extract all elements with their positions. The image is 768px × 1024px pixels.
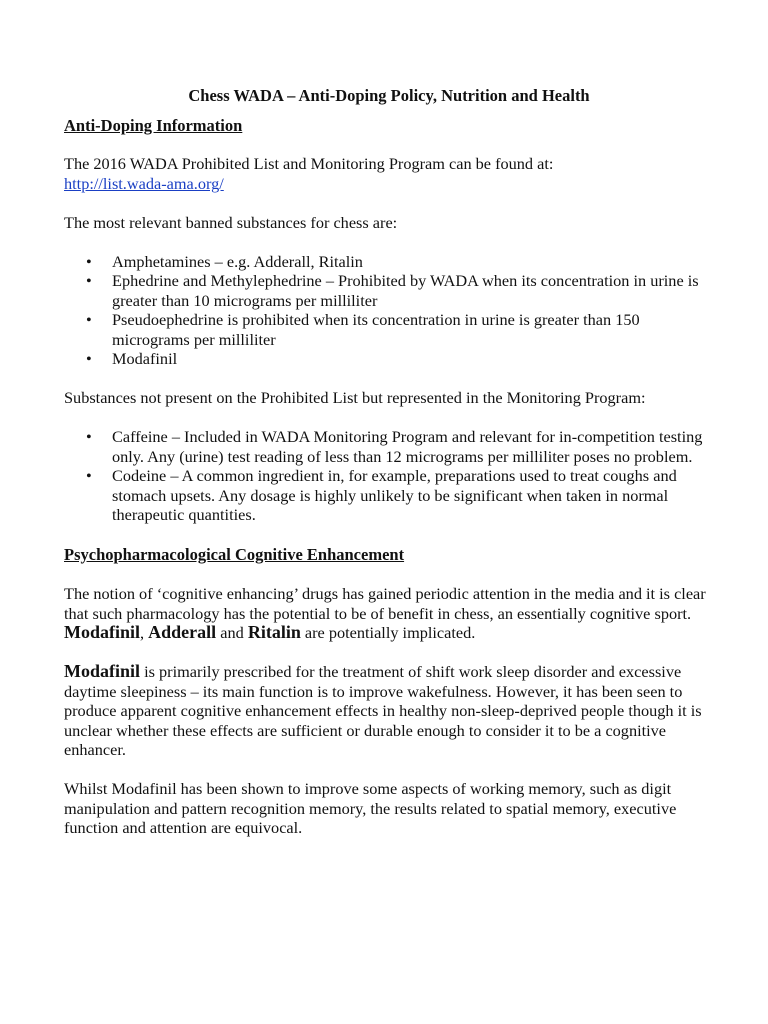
bullet-icon: • [86, 466, 92, 485]
cognitive-drugs-paragraph [64, 584, 714, 643]
list-item-text: Ephedrine and Methylephedrine – Prohibited by WADA when its concentration in urine is greater than 10 micrograms per milliliter [112, 271, 699, 310]
list-item-text: Pseudoephedrine is prohibited when its concentration in urine is greater than 150 micrograms per milliliter [112, 310, 640, 349]
list-item [86, 349, 714, 369]
monitoring-program-intro: Substances not present on the Prohibited List but represented in the Monitoring Program: [64, 388, 646, 407]
section-heading-anti-doping: Anti-Doping Information [64, 115, 243, 135]
section-heading-cognitive-enhancement: Psychopharmacological Cognitive Enhancement [64, 544, 405, 564]
paragraph-text: is primarily prescribed for the treatment of shift work sleep disorder and excessive daytime sleepiness – its main function is to improve wakefulness. However, it has been seen to produce apparent cognitive enhancement effects in healthy non-sleep-deprived people though it is unclear whether these effects are sufficient or durable enough to consider it to be a cognitive enhancer. [64, 662, 702, 759]
wada-list-paragraph [64, 154, 714, 193]
list-item-text: Modafinil [112, 349, 178, 368]
paragraph-text: and [216, 623, 248, 642]
bullet-icon: • [86, 349, 92, 368]
list-item [86, 251, 714, 272]
banned-substances-intro: The most relevant banned substances for chess are: [64, 212, 398, 232]
list-item [86, 271, 714, 310]
drug-name-adderall: Adderall [148, 622, 217, 642]
drug-name-ritalin: Ritalin [247, 622, 301, 642]
modafinil-paragraph [64, 662, 714, 760]
list-item [86, 427, 714, 466]
wada-list-link[interactable]: http://list.wada-ama.org/ [64, 173, 224, 193]
paragraph-text: , [140, 623, 149, 642]
document-page [64, 86, 714, 857]
wada-list-intro: The 2016 WADA Prohibited List and Monitoring Program can be found at: [64, 154, 554, 173]
drug-name-modafinil: Modafinil [64, 661, 141, 681]
bullet-icon: • [86, 310, 92, 329]
drug-name-modafinil: Modafinil [64, 622, 141, 642]
document-title: Chess WADA – Anti-Doping Policy, Nutrition and Health [188, 86, 590, 105]
list-item-text: Amphetamines – e.g. Adderall, Ritalin [112, 251, 363, 271]
bullet-icon: • [86, 251, 92, 271]
monitoring-substances-list [64, 427, 714, 525]
working-memory-paragraph: Whilst Modafinil has been shown to improve some aspects of working memory, such as digit manipulation and pattern recognition memory, the results related to spatial memory, executive function and attention are equivocal. [64, 779, 677, 837]
bullet-icon: • [86, 427, 92, 446]
list-item-text: Caffeine – Included in WADA Monitoring Program and relevant for in-competition testing only. Any (urine) test reading of less than 12 micrograms per milliliter poses no problem. [112, 427, 703, 466]
paragraph-text: The notion of ‘cognitive enhancing’ drugs has gained periodic attention in the media and it is clear that such pharmacology has the potential to be of benefit in chess, an essentially cognitive sport. [64, 584, 706, 623]
list-item [86, 466, 714, 525]
list-item-text: Codeine – A common ingredient in, for example, preparations used to treat coughs and stomach upsets. Any dosage is highly unlikely to be significant when taken in normal therapeutic quantities. [112, 466, 677, 524]
paragraph-text: are potentially implicated. [300, 623, 476, 642]
bullet-icon: • [86, 271, 92, 290]
list-item [86, 310, 714, 349]
banned-substances-list [64, 252, 714, 369]
